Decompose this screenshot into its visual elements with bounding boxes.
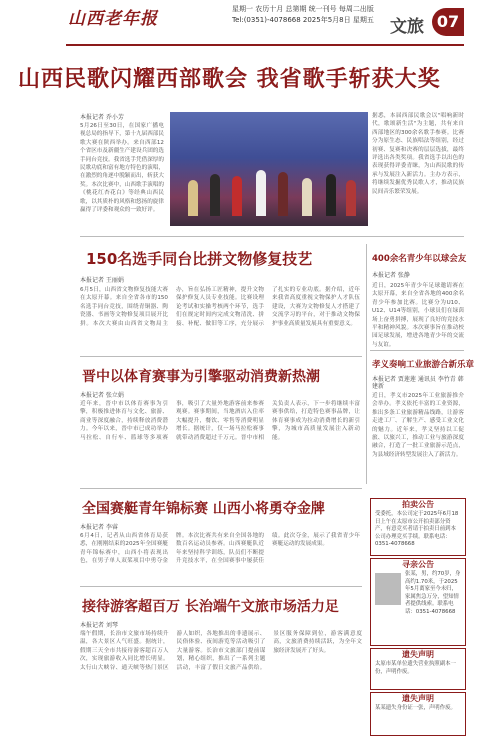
story6-body: 6月4日，记者从山西省体育局获悉，在刚刚结束的2025年全国赛艇青年锦标赛中，山西小将表现出色，在男子单人双桨项目中勇夺金牌。本次比赛共有来自全国各地的数百名运动员参赛。山西赛艇队近年来坚持科学训练，队员们不断提升竞技水平，在全国赛事中屡获佳绩。此次夺金，展示了我省青少年赛艇运动的发展成果。 (80, 533, 360, 565)
section-divider (80, 236, 464, 237)
story2-byline: 本报记者 王丽娟 (80, 277, 124, 284)
story5-body: 近日，孝义市2025年工业旅游推介会举办。孝义依托丰富的工业资源，推出多条工业旅游精品线路，让游客走进工厂、了解生产、感受工业文化的魅力。近年来，孝义坚持以工促旅、以旅兴工，推动工业与旅游深度融合，打造了一批工业旅游示范点，为县域经济转型发展注入了新活力。 (372, 393, 464, 458)
ad-lost-notice-2 (370, 692, 466, 736)
story7-body: 端午假期，长治市文旅市场持续升温，各大景区人气旺盛。据统计，假期三天全市共接待游客超百万人次，实现旅游收入同比增长明显。太行山大峡谷、通天峡等热门景区游人如织，各地推出的非遗展示、民俗体验、夜间游览等活动吸引了大量游客。长治市文旅部门提前谋划，精心组织，推出了一系列主题活动，丰富了假日文旅产品供给。景区服务保障到位，游客满意度高，文旅消费持续活跃，为全年文旅经济发展开了好头。 (80, 631, 362, 671)
masthead (0, 0, 480, 46)
story4-headline: 晋中以体育赛事为引擎驱动消费新热潮 (82, 369, 320, 385)
lead-headline: 山西民歌闪耀西部歌会 我省歌手斩获大奖 (18, 67, 441, 92)
masthead-rule (66, 44, 464, 46)
column-divider (366, 244, 367, 484)
page-number: 07 (432, 8, 464, 36)
performer-figure (302, 178, 312, 216)
performer-figure (346, 180, 356, 216)
performer-figure (256, 170, 266, 216)
ad-missing-person (370, 558, 466, 646)
ad-auction-title: 拍卖公告 (402, 500, 434, 509)
story6-headline: 全国赛艇青年锦标赛 山西小将勇夺金牌 (82, 501, 325, 517)
story4-body: 近年来，晋中市以体育赛事为引擎，积极推进体育与文化、旅游、商业等深度融合，持续释放消费潜力。今年以来，晋中市已成功举办马拉松、自行车、篮球等多项赛事，吸引了大量外地游客前来参赛观赛。赛事期间，当地酒店入住率大幅提升，餐饮、零售等消费明显增长。据统计，仅一场马拉松赛事就带动消费超过千万元。晋中市相关负责人表示，下一步将继续丰富赛事供给，打造特色赛事品牌，让体育赛事成为拉动消费增长的新引擎，为城市高质量发展注入新动能。 (80, 401, 360, 441)
performer-figure (188, 180, 198, 216)
story3-body: 近日，2025年青少年足球邀请赛在太原开幕，来自全省各地的400余名青少年参加比赛。比赛分为U10、U12、U14等组别，小球员们在绿茵场上奋勇拼搏，展现了良好的竞技水平和精神风貌。本次赛事旨在推动校园足球发展，增进各地青少年的交流与友谊。 (372, 283, 464, 348)
story3-byline: 本报记者 张静 (372, 272, 410, 279)
story2-body: 6月5日，山西省文物修复技能大赛在太原开幕。来自全省各市的150名选手同台竞技，围绕青铜器、陶瓷器、书画等文物修复项目展开比拼。本次大赛由山西省文物局主办，旨在弘扬工匠精神，提升文物保护修复人员专业技能。比赛设理论考试和实操考核两个环节，选手们在规定时间内完成文物清洗、拼接、补配、做旧等工序，充分展示了扎实的专业功底。据介绍，近年来我省高度重视文物保护人才队伍建设，大赛为文物修复人才搭建了交流学习的平台，对于推动文物保护事业高质量发展具有重要意义。 (80, 287, 360, 327)
story6-byline: 本报记者 李睿 (80, 524, 118, 531)
story5-headline: 孝义奏响工业旅游合新乐章 (372, 360, 475, 370)
missing-person-photo (375, 573, 401, 605)
section-divider (80, 488, 362, 489)
lead-column-1: 5月26日至30日，在国家广播电视总局的指导下，第十九届西部民歌大赛在陕西举办。来自西部12个省区市及新疆生产建设兵团的选手同台竞技。我省选手凭借深厚的民歌功底和富有地方特色的演唱，在激烈的角逐中脱颖而出，斩获大奖。本次比赛中，山西歌手演唱的《桃花红杏花白》等经典山西民歌，以其质朴的风格和悠扬的旋律赢得了评委和观众的一致好评。 (80, 123, 164, 214)
story7-byline: 本报记者 刘琴 (80, 622, 118, 629)
performer-figure (210, 174, 220, 216)
ad-auction-notice (370, 498, 466, 556)
ad-lost-body-1: 太原市某单位遗失营业执照副本一份，声明作废。 (375, 661, 456, 675)
section-divider (80, 356, 362, 357)
lead-byline: 本报记者 乔小芳 (80, 114, 124, 121)
story2-headline: 150名选手同台比拼文物修复技艺 (86, 250, 313, 268)
masthead-meta-line2: Tel:(0351)-4078668 2025年5月8日 星期五 (232, 16, 374, 24)
performer-figure (232, 176, 242, 216)
story7-headline: 接待游客超百万 长治端午文旅市场活力足 (82, 599, 339, 615)
section-divider (80, 586, 362, 587)
performer-figure (278, 172, 288, 216)
performer-figure (326, 174, 336, 216)
lead-photo (170, 112, 368, 226)
ad-lost-body-2: 某某遗失身份证一张，声明作废。 (375, 705, 456, 711)
ad-missing-title: 寻亲公告 (402, 560, 434, 569)
ad-auction-body: 受委托，本公司定于2025年6月18日上午在太原市公开拍卖部分资产，有意竞买者请于拍卖日前到本公司办理竞买手续。联系电话：0351-4078668 (375, 511, 459, 548)
story3-headline: 400余名青少年以球会友 (372, 254, 467, 264)
story5-byline: 本报记者 贾莲莲 通讯员 李竹青 韩建新 (372, 376, 464, 390)
masthead-meta (232, 4, 374, 26)
section-divider (370, 350, 464, 351)
story4-byline: 本报记者 张立娟 (80, 392, 124, 399)
lead-column-2: 据悉，本届西部民歌会以"唱响新时代，歌颂新生活"为主题，共有来自西部地区的300余名歌手参赛。比赛分为原生态、民族唱法等组别，经过初赛、复赛和决赛的层层选拔，最终评选出各类奖项。我省选手以出色的表现获得评委青睐，为山西民歌的传承与发展注入新活力。主办方表示，将继续发掘优秀民歌人才，推动民族民间音乐繁荣发展。 (372, 113, 464, 195)
masthead-meta-line1: 星期一 农历十月 总第期 统一刊号 每周二出版 (232, 5, 374, 13)
ad-lost-title-1: 遗失声明 (402, 650, 434, 659)
newspaper-logo: 山西老年报 (68, 9, 158, 29)
section-title: 文旅 (390, 17, 424, 37)
ad-lost-notice-1 (370, 648, 466, 690)
ad-missing-body: 张某，男，约70岁，身高约1.70米，于2025年5月离家至今未归，家属焦急万分，望知情者提供线索。联系电话：0351-4078668 (405, 571, 461, 615)
ad-lost-title-2: 遗失声明 (402, 694, 434, 703)
